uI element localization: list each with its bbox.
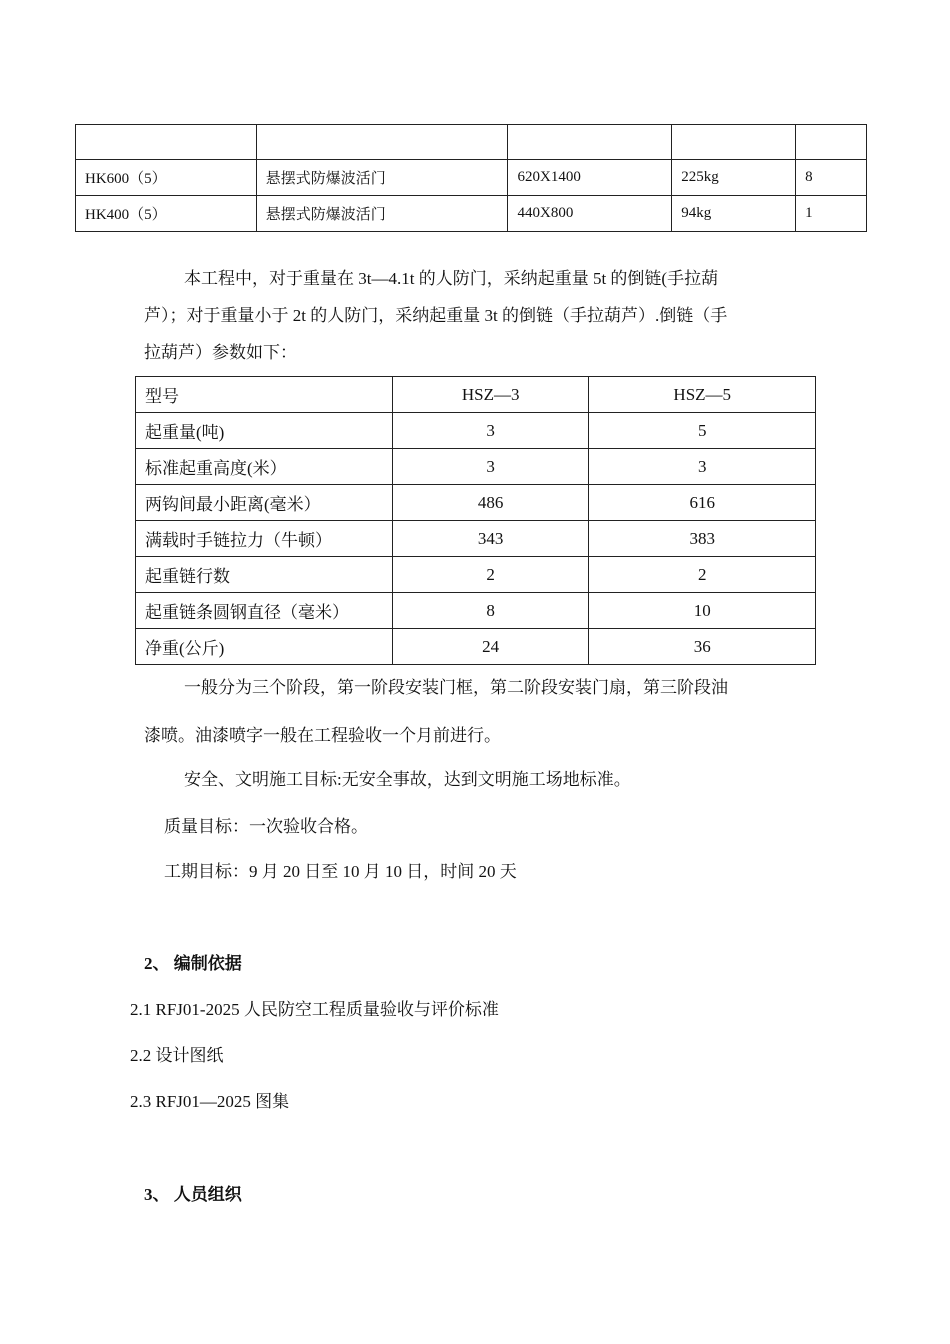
intro-line-1: 本工程中，对于重量在 3t—4.1t 的人防门，采纳起重量 5t 的倒链(手拉葫	[184, 269, 719, 288]
table-row	[136, 521, 816, 557]
header-cell: 型号	[136, 377, 393, 413]
param-value-cell: 3	[392, 413, 589, 449]
param-name-cell: 净重(公斤)	[136, 629, 393, 665]
table-cell	[672, 125, 796, 160]
safety-goal: 安全、文明施工目标:无安全事故，达到文明施工场地标准。	[184, 770, 631, 789]
table-row	[136, 557, 816, 593]
param-value-cell: 8	[392, 593, 589, 629]
param-value-cell: 2	[392, 557, 589, 593]
intro-line-2: 芦）；对于重量小于 2t 的人防门，采纳起重量 3t 的倒链（手拉葫芦）.倒链（手	[144, 306, 728, 325]
param-value-cell: 383	[589, 521, 816, 557]
door-quantity-cell: 1	[796, 196, 867, 232]
param-name-cell: 起重量(吨)	[136, 413, 393, 449]
table-header-row	[136, 377, 816, 413]
param-name-cell: 满载时手链拉力（牛顿）	[136, 521, 393, 557]
table-row	[136, 449, 816, 485]
header-cell: HSZ—5	[589, 377, 816, 413]
reference-item: 2.1 RFJ01-2025 人民防空工程质量验收与评价标准	[130, 1000, 499, 1019]
reference-item: 2.3 RFJ01—2025 图集	[130, 1092, 290, 1111]
door-size-cell: 440X800	[508, 196, 672, 232]
door-model-cell: HK400（5）	[76, 196, 257, 232]
param-value-cell: 5	[589, 413, 816, 449]
param-value-cell: 3	[392, 449, 589, 485]
schedule-goal: 工期目标：9 月 20 日至 10 月 10 日，时间 20 天	[164, 862, 517, 881]
quality-goal: 质量目标：一次验收合格。	[164, 817, 368, 836]
table-cell	[508, 125, 672, 160]
table-cell	[76, 125, 257, 160]
param-name-cell: 两钩间最小距离(毫米）	[136, 485, 393, 521]
door-type-cell: 悬摆式防爆波活门	[256, 196, 508, 232]
table-row	[136, 593, 816, 629]
param-value-cell: 616	[589, 485, 816, 521]
param-value-cell: 486	[392, 485, 589, 521]
param-value-cell: 10	[589, 593, 816, 629]
stages-line-2: 漆喷。油漆喷字一般在工程验收一个月前进行。	[144, 726, 501, 745]
param-value-cell: 24	[392, 629, 589, 665]
section-2-heading: 2、 编制依据	[144, 954, 242, 973]
door-spec-table	[75, 124, 867, 232]
table-row	[76, 125, 867, 160]
table-row	[76, 196, 867, 232]
table-cell	[796, 125, 867, 160]
door-type-cell: 悬摆式防爆波活门	[256, 160, 508, 196]
header-cell: HSZ—3	[392, 377, 589, 413]
table-row	[136, 485, 816, 521]
section-3-heading: 3、 人员组织	[144, 1185, 242, 1204]
param-value-cell: 2	[589, 557, 816, 593]
hoist-parameter-table	[135, 376, 816, 665]
table-cell	[256, 125, 508, 160]
door-weight-cell: 225kg	[672, 160, 796, 196]
reference-item: 2.2 设计图纸	[130, 1046, 224, 1065]
param-name-cell: 起重链条圆钢直径（毫米）	[136, 593, 393, 629]
table-row	[76, 160, 867, 196]
param-name-cell: 标准起重高度(米）	[136, 449, 393, 485]
door-model-cell: HK600（5）	[76, 160, 257, 196]
param-name-cell: 起重链行数	[136, 557, 393, 593]
intro-line-3: 拉葫芦）参数如下：	[144, 343, 297, 362]
door-weight-cell: 94kg	[672, 196, 796, 232]
param-value-cell: 36	[589, 629, 816, 665]
door-quantity-cell: 8	[796, 160, 867, 196]
param-value-cell: 343	[392, 521, 589, 557]
table-row	[136, 413, 816, 449]
param-value-cell: 3	[589, 449, 816, 485]
stages-line-1: 一般分为三个阶段，第一阶段安装门框，第二阶段安装门扇，第三阶段油	[184, 678, 728, 697]
door-size-cell: 620X1400	[508, 160, 672, 196]
table-row	[136, 629, 816, 665]
